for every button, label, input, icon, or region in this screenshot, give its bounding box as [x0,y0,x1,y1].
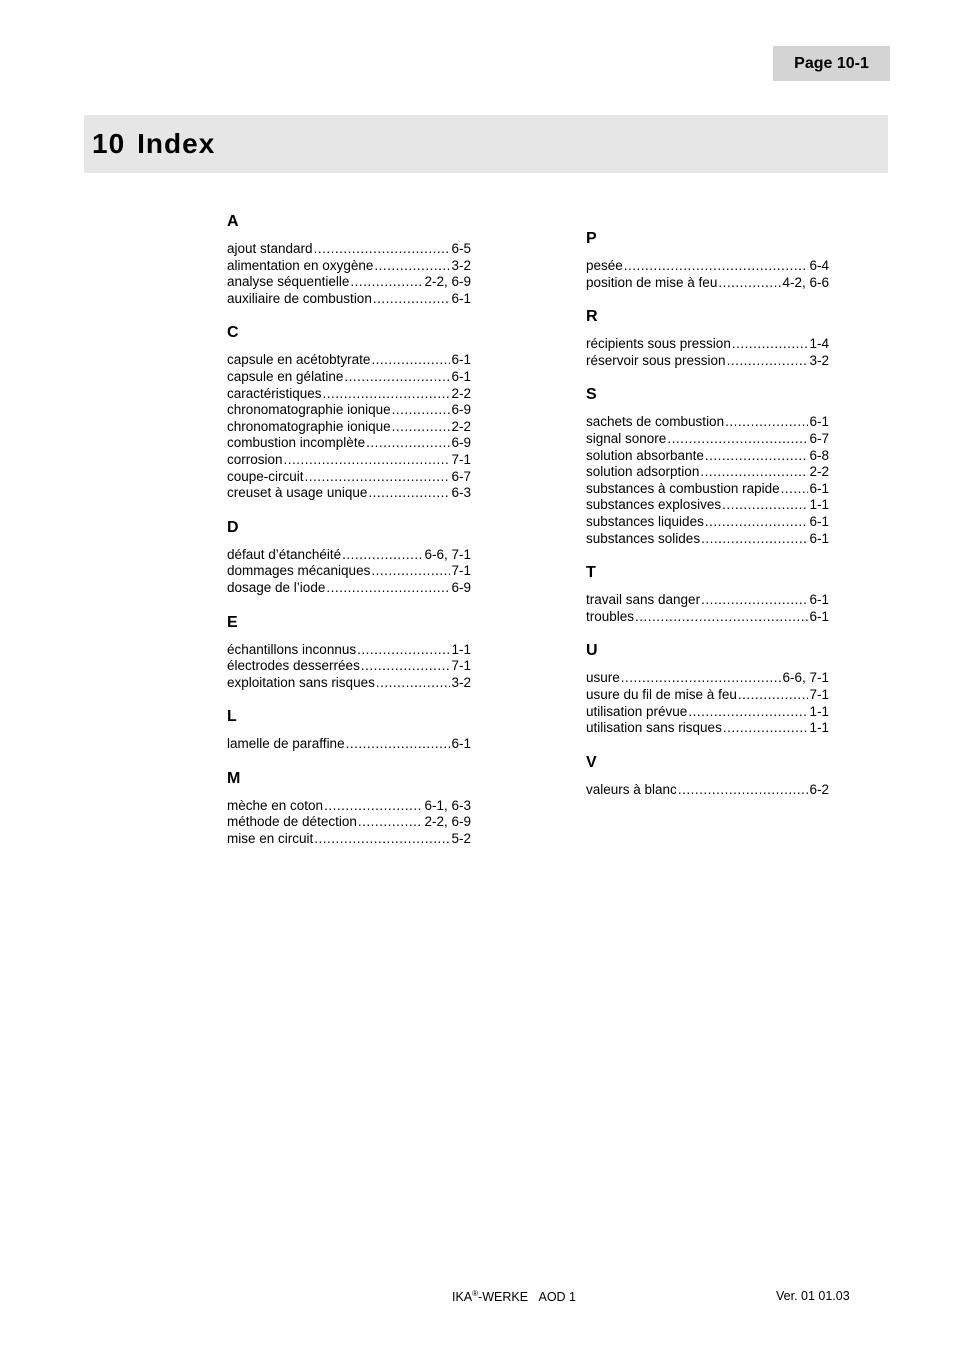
index-term: troubles [586,608,635,624]
page-number-badge [773,46,890,81]
index-page-ref: 7-1 [451,563,471,579]
index-entry [586,720,829,737]
index-term: échantillons inconnus [227,641,357,657]
dot-leader [392,419,451,436]
section-letter: M [227,769,241,787]
index-entry [227,419,471,436]
dot-leader [350,274,423,291]
index-term: analyse séquentielle [227,274,350,290]
index-entry [227,563,471,580]
index-page-ref: 2-2 [451,418,471,434]
index-term: alimentation en oxygène [227,257,374,273]
index-section-e [227,613,471,692]
index-page-ref: 1-1 [809,720,829,736]
index-entry [586,782,829,799]
index-page-ref: 3-2 [809,352,829,368]
index-entry [227,814,471,831]
section-letter: T [586,564,596,582]
index-page-ref: 6-6, 7-1 [424,546,471,562]
index-term: caractéristiques [227,385,322,401]
index-term: électrodes desserrées [227,658,360,674]
index-entry [227,658,471,675]
index-entry [586,258,829,275]
index-page-ref: 6-7 [809,430,829,446]
index-term: lamelle de paraffine [227,736,345,752]
index-term: capsule en acétobtyrate [227,352,371,368]
index-term: dosage de l’iode [227,579,326,595]
index-term: sachets de combustion [586,414,725,430]
index-page-ref: 6-6, 7-1 [782,670,829,686]
index-term: défaut d’étanchéité [227,546,342,562]
index-page-ref: 7-1 [451,658,471,674]
dot-leader [723,720,809,737]
index-column-left [227,212,471,864]
index-page-ref: 6-1 [809,608,829,624]
index-page-ref: 6-1 [809,480,829,496]
footer-brand-suffix: -WERKE [478,1290,529,1305]
section-letter: D [227,518,239,536]
index-page-ref: 2-2, 6-9 [424,814,471,830]
index-entry [586,592,829,609]
dot-leader [621,670,782,687]
index-term: usure [586,670,620,686]
dot-leader [701,531,808,548]
index-page-ref: 6-1, 6-3 [424,797,471,813]
index-term: substances solides [586,530,701,546]
index-term: utilisation prévue [586,703,688,719]
index-term: ajout standard [227,241,313,256]
footer-brand-name: IKA [452,1290,473,1305]
dot-leader [678,782,809,799]
index-section-p [586,229,829,291]
index-term: méthode de détection [227,814,357,830]
index-term: combustion incomplète [227,435,366,451]
index-page-ref: 6-9 [451,402,471,418]
index-term: creuset à usage unique [227,485,368,501]
dot-leader [371,352,450,369]
footer-version: Ver. 01 01.03 [776,1289,850,1303]
index-page-ref: 1-1 [451,641,471,657]
index-term: substances liquides [586,513,704,529]
dot-leader [357,642,450,659]
index-term: substances explosives [586,497,722,513]
index-entry [227,736,471,753]
dot-leader [376,675,451,692]
chapter-number: 10 [92,128,126,159]
index-entry [586,531,829,548]
index-entry [586,670,829,687]
index-page-ref: 2-2, 6-9 [424,274,471,290]
index-entry [227,469,471,486]
index-page-ref: 6-2 [809,781,829,797]
dot-leader [700,464,808,481]
index-section-r [586,307,829,369]
dot-leader [366,435,450,452]
chapter-title-text: Index [137,128,216,159]
index-term: usure du fil de mise à feu [586,686,737,702]
index-entry [586,481,829,498]
dot-leader [358,814,424,831]
index-page-ref: 6-9 [451,579,471,595]
index-entry [227,352,471,369]
section-letter: E [227,613,238,631]
registered-mark: ® [472,1289,479,1298]
footer-brand [452,1289,576,1304]
index-page-ref: 6-1 [451,290,471,306]
dot-leader [314,241,451,258]
index-entry [227,485,471,502]
dot-leader [701,592,808,609]
index-page-ref: 6-1 [451,352,471,368]
index-term: solution adsorption [586,464,700,480]
index-entry [227,798,471,815]
section-letter: A [227,213,239,230]
index-entry [586,336,829,353]
index-page-ref: 6-8 [809,447,829,463]
index-entry [586,514,829,531]
index-term: mèche en coton [227,797,324,813]
dot-leader [635,609,808,626]
dot-leader [346,736,451,753]
index-term: réservoir sous pression [586,352,726,368]
footer-model: AOD 1 [538,1290,576,1305]
section-letter: V [586,753,597,771]
index-page-ref: 3-2 [451,674,471,690]
index-entry [586,448,829,465]
index-page-ref: 6-1 [809,592,829,608]
index-term: solution absorbante [586,447,704,463]
dot-leader [344,369,450,386]
index-term: auxiliaire de combustion [227,290,372,306]
index-term: mise en circuit [227,831,314,847]
dot-leader [324,798,423,815]
dot-leader [326,580,450,597]
index-term: dommages mécaniques [227,563,371,579]
index-section-t [586,563,829,625]
dot-leader [705,448,809,465]
index-term: chronomatographie ionique [227,418,391,434]
index-entry [586,275,829,292]
index-page-ref: 5-2 [451,831,471,847]
index-term: chronomatographie ionique [227,402,391,418]
index-page-ref: 3-2 [451,257,471,273]
index-term: position de mise à feu [586,274,718,290]
index-entry [586,414,829,431]
index-term: exploitation sans risques [227,674,375,690]
dot-leader [342,547,423,564]
index-entry [227,386,471,403]
index-section-d [227,518,471,597]
index-entry [586,353,829,370]
dot-leader [718,275,781,292]
index-page-ref: 6-1 [451,368,471,384]
index-page-ref: 7-1 [451,451,471,467]
index-section-u [586,641,829,736]
index-page-ref: 6-5 [451,241,471,256]
dot-leader [371,563,450,580]
index-entry [586,431,829,448]
dot-leader [374,258,450,275]
index-entry [227,435,471,452]
index-term: récipients sous pression [586,336,731,352]
index-term: signal sonore [586,430,667,446]
dot-leader [368,485,450,502]
index-entry [227,274,471,291]
index-term: coupe-circuit [227,468,304,484]
index-entry [227,675,471,692]
index-entry [227,452,471,469]
index-entry [227,831,471,848]
index-section-a [227,212,471,307]
dot-leader [688,704,808,721]
index-section-m [227,769,471,848]
dot-leader [314,831,450,848]
index-page-ref: 6-1 [809,530,829,546]
index-page-ref: 6-1 [809,414,829,430]
dot-leader [373,291,451,308]
dot-leader [725,414,808,431]
index-term: capsule en gélatine [227,368,344,384]
index-entry [227,291,471,308]
dot-leader [727,353,809,370]
dot-leader [305,469,451,486]
index-page-ref: 4-2, 6-6 [782,274,829,290]
index-page-ref: 1-1 [809,703,829,719]
index-section-v [586,753,829,799]
index-page-ref: 6-9 [451,435,471,451]
index-entry [227,642,471,659]
index-page-ref: 6-1 [809,513,829,529]
index-section-s [586,385,829,547]
dot-leader [722,497,808,514]
dot-leader [284,452,451,469]
index-page-ref: 6-4 [809,258,829,273]
index-entry [586,464,829,481]
index-page-ref: 7-1 [809,686,829,702]
index-page-ref: 2-2 [809,464,829,480]
dot-leader [738,687,809,704]
dot-leader [392,402,451,419]
dot-leader [781,481,809,498]
index-page-ref: 6-1 [451,736,471,752]
index-term: utilisation sans risques [586,720,722,736]
index-term: valeurs à blanc [586,781,677,797]
index-page-ref: 1-4 [809,336,829,352]
section-letter: L [227,708,237,726]
index-entry [227,547,471,564]
index-entry [227,402,471,419]
index-entry [586,609,829,626]
dot-leader [667,431,808,448]
chapter-title [92,128,215,160]
index-entry [227,580,471,597]
chapter-header [84,115,888,173]
index-entry [227,369,471,386]
index-section-l [227,707,471,753]
index-page-ref: 6-3 [451,485,471,501]
dot-leader [705,514,809,531]
index-page-ref: 2-2 [451,385,471,401]
index-term: pesée [586,258,623,273]
section-letter: P [586,230,597,247]
section-letter: U [586,642,598,660]
index-term: substances à combustion rapide [586,480,780,496]
index-term: travail sans danger [586,592,701,608]
index-entry [586,687,829,704]
index-page-ref: 1-1 [809,497,829,513]
dot-leader [323,386,451,403]
index-entry [586,704,829,721]
index-column-right [586,229,829,814]
index-entry [227,241,471,258]
dot-leader [624,258,809,275]
index-entry [586,497,829,514]
page-number-label: Page 10-1 [794,54,869,72]
section-letter: C [227,324,239,342]
section-letter: S [586,386,597,404]
index-term: corrosion [227,451,283,467]
index-entry [227,258,471,275]
dot-leader [361,658,451,675]
index-section-c [227,323,471,501]
section-letter: R [586,308,598,326]
dot-leader [732,336,809,353]
index-page-ref: 6-7 [451,468,471,484]
